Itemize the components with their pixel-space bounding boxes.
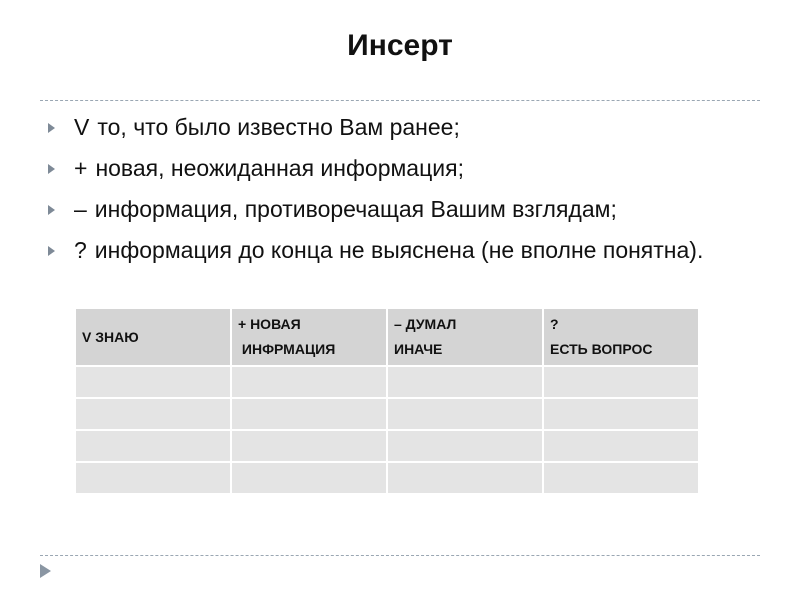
table-cell[interactable] bbox=[76, 399, 230, 429]
table-cell[interactable] bbox=[388, 431, 542, 461]
triangle-right-icon bbox=[48, 205, 55, 215]
header-line: + НОВАЯ bbox=[238, 316, 301, 332]
table-cell[interactable] bbox=[76, 431, 230, 461]
header-line: ? bbox=[550, 316, 559, 332]
bullet-lead: V bbox=[74, 114, 90, 140]
header-line: V ЗНАЮ bbox=[82, 328, 139, 345]
top-divider bbox=[40, 100, 760, 101]
bullet-list bbox=[46, 112, 746, 276]
header-know bbox=[76, 309, 230, 365]
bullet-lead: + bbox=[74, 155, 88, 181]
table-row bbox=[76, 399, 698, 429]
header-new-info bbox=[232, 309, 386, 365]
bullet-lead: – bbox=[74, 196, 87, 222]
insert-table bbox=[74, 307, 700, 495]
bottom-divider bbox=[40, 555, 760, 556]
table-row bbox=[76, 431, 698, 461]
bullet-body: новая, неожиданная информация; bbox=[95, 155, 464, 181]
table-row bbox=[76, 367, 698, 397]
header-question bbox=[544, 309, 698, 365]
table-cell[interactable] bbox=[544, 431, 698, 461]
bullet-text bbox=[74, 237, 703, 263]
table-cell[interactable] bbox=[388, 463, 542, 493]
table-cell[interactable] bbox=[76, 367, 230, 397]
table-cell[interactable] bbox=[76, 463, 230, 493]
table-cell[interactable] bbox=[232, 463, 386, 493]
table-cell[interactable] bbox=[232, 431, 386, 461]
bullet-item bbox=[46, 235, 746, 265]
bullet-body: информация, противоречащая Вашим взглядам; bbox=[94, 196, 617, 222]
table-cell[interactable] bbox=[544, 367, 698, 397]
nav-arrow-icon[interactable] bbox=[40, 564, 51, 578]
triangle-right-icon bbox=[48, 164, 55, 174]
header-line: – ДУМАЛ bbox=[394, 316, 457, 332]
table-row bbox=[76, 463, 698, 493]
header-line: ИНАЧЕ bbox=[394, 341, 443, 357]
bullet-item bbox=[46, 194, 746, 224]
bullet-text bbox=[74, 155, 464, 181]
triangle-right-icon bbox=[48, 123, 55, 133]
bullet-text bbox=[74, 196, 617, 222]
bullet-body: то, что было известно Вам ранее; bbox=[97, 114, 460, 140]
header-line: ЕСТЬ ВОПРОС bbox=[550, 341, 653, 357]
bullet-lead: ? bbox=[74, 237, 87, 263]
slide-title: Инсерт bbox=[347, 29, 453, 62]
bullet-text bbox=[74, 114, 460, 140]
header-line: ИНФРМАЦИЯ bbox=[238, 341, 336, 357]
table-cell[interactable] bbox=[544, 463, 698, 493]
table-cell[interactable] bbox=[388, 367, 542, 397]
table-cell[interactable] bbox=[388, 399, 542, 429]
bullet-body: информация до конца не выяснена (не вполне понятна). bbox=[94, 237, 704, 263]
bullet-item bbox=[46, 153, 746, 183]
header-thought-otherwise bbox=[388, 309, 542, 365]
table-cell[interactable] bbox=[544, 399, 698, 429]
table-cell[interactable] bbox=[232, 367, 386, 397]
bullet-item bbox=[46, 112, 746, 142]
table-cell[interactable] bbox=[232, 399, 386, 429]
triangle-right-icon bbox=[48, 246, 55, 256]
table-header-row bbox=[76, 309, 698, 365]
